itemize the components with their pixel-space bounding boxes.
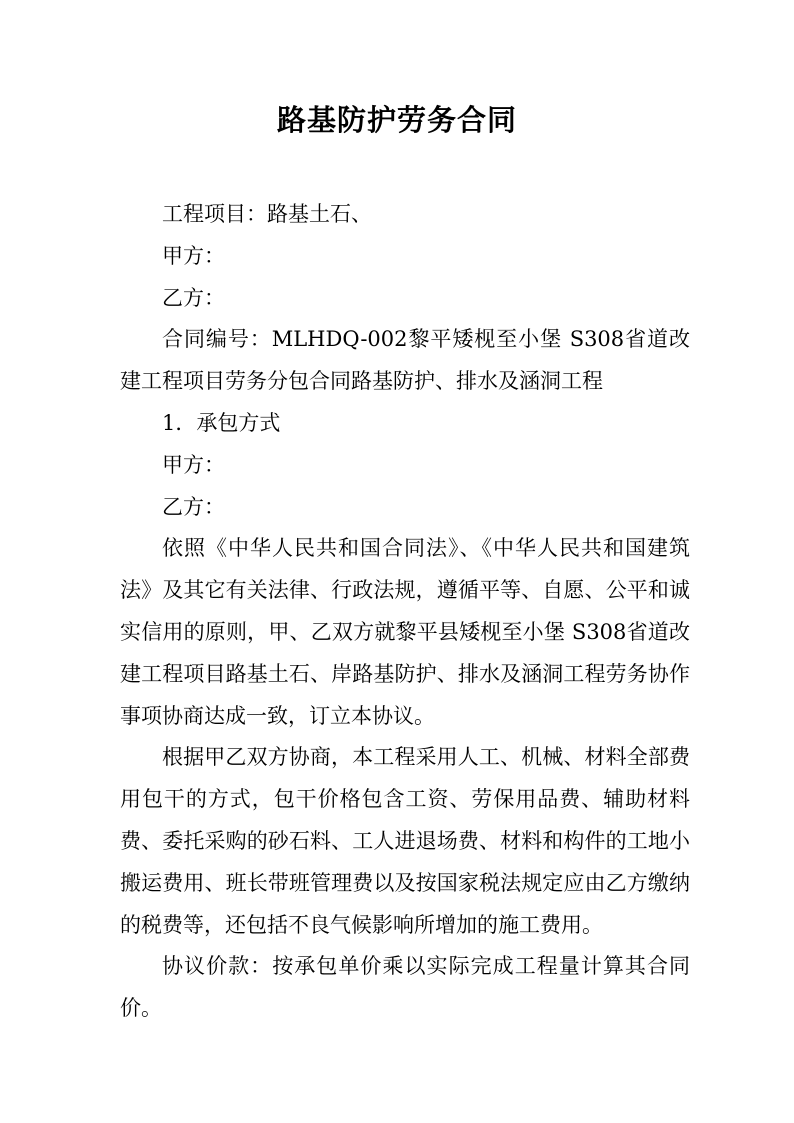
party-b-line-2: 乙方： xyxy=(162,494,225,519)
party-b-line: 乙方： xyxy=(162,285,225,310)
contract-number-paragraph: 合同编号：MLHDQ-002黎平矮枧至小堡 S308省道改建工程项目劳务分包合同路基防护、排水及涵洞工程 xyxy=(120,327,690,394)
party-a-line: 甲方： xyxy=(162,243,225,268)
contract-method-paragraph: 根据甲乙双方协商，本工程采用人工、机械、材料全部费用包干的方式，包干价格包含工资、劳保用品费、辅助材料费、委托采购的砂石料、工人进退场费、材料和构件的工地小搬运费用、班长带班管理费以及按国家税法规定应由乙方缴纳的税费等，还包括不良气候影响所增加的施工费用。 xyxy=(120,745,690,937)
legal-basis-paragraph: 依照《中华人民共和国合同法》、《中华人民共和国建筑法》及其它有关法律、行政法规，遵循平等、自愿、公平和诚实信用的原则，甲、乙双方就黎平县矮枧至小堡 S308省道改建工程项目路基土石、岸路基防护、排水及涵洞工程劳务协作事项协商达成一致，订立本协议。 xyxy=(120,536,690,728)
document-body xyxy=(120,194,690,1030)
section-heading-contract-mode: 1．承包方式 xyxy=(162,410,281,435)
document-title: 路基防护劳务合同 xyxy=(276,103,517,137)
price-paragraph: 协议价款：按承包单价乘以实际完成工程量计算其合同价。 xyxy=(120,954,690,1021)
project-line: 工程项目：路基土石、 xyxy=(162,202,372,226)
party-a-line-2: 甲方： xyxy=(162,452,225,477)
